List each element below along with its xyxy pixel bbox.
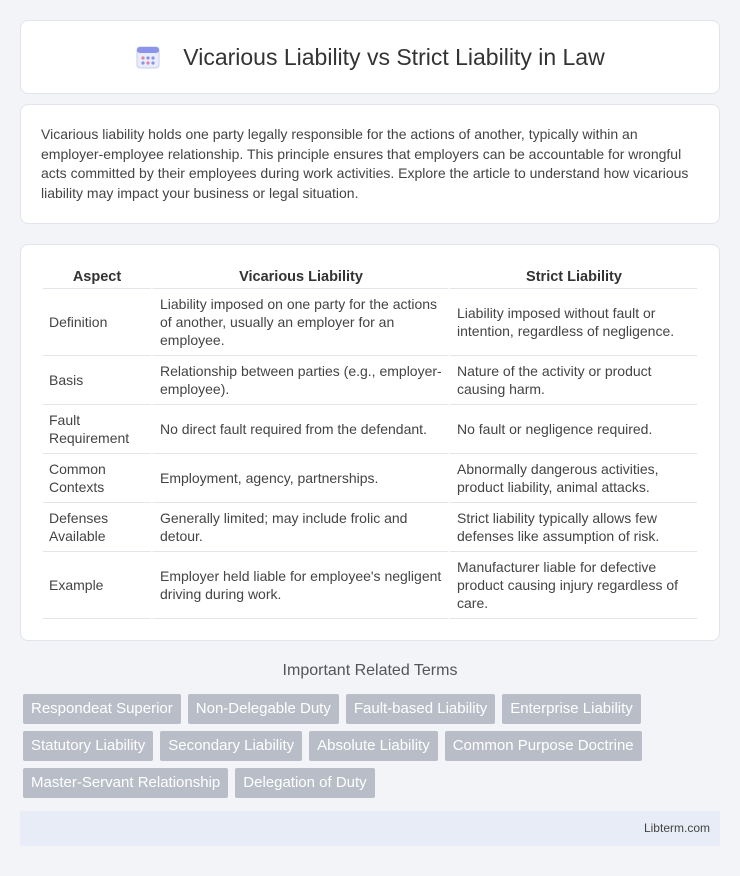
row-aspect: Basis — [43, 356, 151, 405]
row-vicarious: No direct fault required from the defendant. — [151, 405, 448, 454]
table-row — [43, 289, 697, 356]
row-vicarious: Relationship between parties (e.g., employer-employee). — [151, 356, 448, 405]
tag-enterprise-liability[interactable]: Enterprise Liability — [502, 694, 641, 724]
page-title: Vicarious Liability vs Strict Liability in Law — [183, 43, 605, 70]
row-aspect: Defenses Available — [43, 503, 151, 552]
tag-non-delegable-duty[interactable]: Non-Delegable Duty — [188, 694, 339, 724]
comparison-card — [20, 244, 720, 641]
tag-secondary-liability[interactable]: Secondary Liability — [160, 731, 302, 761]
intro-card — [20, 104, 720, 224]
table-row — [43, 503, 697, 552]
tag-common-purpose-doctrine[interactable]: Common Purpose Doctrine — [445, 731, 642, 761]
row-strict: Manufacturer liable for defective product causing injury regardless of care. — [448, 552, 697, 619]
tag-statutory-liability[interactable]: Statutory Liability — [23, 731, 153, 761]
tag-respondeat-superior[interactable]: Respondeat Superior — [23, 694, 181, 724]
tag-absolute-liability[interactable]: Absolute Liability — [309, 731, 438, 761]
row-vicarious: Liability imposed on one party for the actions of another, usually an employer for an employee. — [151, 289, 448, 356]
comparison-table — [43, 265, 697, 619]
row-strict: No fault or negligence required. — [448, 405, 697, 454]
row-aspect: Fault Requirement — [43, 405, 151, 454]
header-vicarious: Vicarious Liability — [151, 265, 448, 289]
row-vicarious: Employer held liable for employee's negligent driving during work. — [151, 552, 448, 619]
footer-brand[interactable]: Libterm.com — [643, 821, 710, 835]
row-vicarious: Generally limited; may include frolic and detour. — [151, 503, 448, 552]
row-strict: Strict liability typically allows few defenses like assumption of risk. — [448, 503, 697, 552]
tag-master-servant-relationship[interactable]: Master-Servant Relationship — [23, 768, 228, 798]
header-aspect: Aspect — [43, 265, 151, 289]
row-vicarious: Employment, agency, partnerships. — [151, 454, 448, 503]
row-aspect: Example — [43, 552, 151, 619]
calendar-grid-icon — [135, 44, 161, 70]
table-row — [43, 552, 697, 619]
footer — [20, 811, 720, 846]
header-strict: Strict Liability — [448, 265, 697, 289]
table-header-row — [43, 265, 697, 289]
row-aspect: Definition — [43, 289, 151, 356]
intro-text: Vicarious liability holds one party legally responsible for the actions of another, typically within an employer-employee relationship. This principle ensures that employers can be accountable for wrongful acts committed by their employees during work activities. Explore the article to understand how vicarious liability may impact your business or legal situation. — [41, 126, 689, 201]
tag-fault-based-liability[interactable]: Fault-based Liability — [346, 694, 495, 724]
table-row — [43, 356, 697, 405]
related-terms-section — [0, 662, 740, 680]
table-row — [43, 454, 697, 503]
page-header — [20, 20, 720, 94]
row-strict: Nature of the activity or product causing harm. — [448, 356, 697, 405]
related-terms-tags — [23, 694, 723, 798]
row-aspect: Common Contexts — [43, 454, 151, 503]
tag-delegation-of-duty[interactable]: Delegation of Duty — [235, 768, 374, 798]
table-row — [43, 405, 697, 454]
row-strict: Abnormally dangerous activities, product liability, animal attacks. — [448, 454, 697, 503]
row-strict: Liability imposed without fault or intention, regardless of negligence. — [448, 289, 697, 356]
related-terms-title: Important Related Terms — [282, 662, 458, 679]
